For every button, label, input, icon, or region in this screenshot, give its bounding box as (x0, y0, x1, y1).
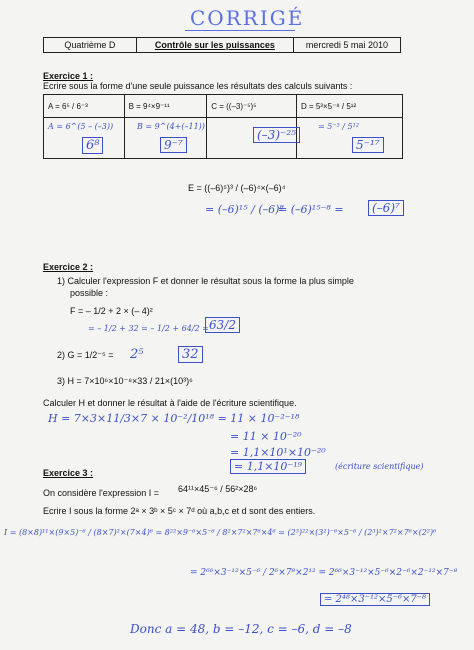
ex2-q1b: possible : (70, 288, 109, 298)
header-title: Contrôle sur les puissances (136, 38, 293, 53)
ex3-hw1: I = (8×8)¹¹×(9×5)⁻⁶ / (8×7)²×(7×4)⁶ = 8²²×9⁻⁶×5⁻⁶ / 8²×7²×7⁶×4⁶ = (2³)²²×(3²)⁻⁶×5⁻⁶ / (2³)²×7²×7⁶×(2²)⁶ (4, 528, 437, 537)
ex1-C: C = ((–3)⁻⁵)⁵ (207, 95, 297, 118)
ex1-A-hw1: A = 6^(5 – (–3)) (48, 122, 114, 131)
ex2-H-instr: Calculer H et donner le résultat à l'aide de l'écriture scientifique. (43, 398, 297, 408)
corrige-heading: CORRIGÉ (190, 6, 305, 30)
ex3-title: Exercice 3 : (43, 468, 94, 478)
ex2-H-hw5: (écriture scientifique) (335, 462, 424, 471)
ex2-q1: 1) Calculer l'expression F et donner le résultat sous la forme la plus simple (57, 276, 354, 286)
ex2-F-hw1: = – 1/2 + 32 = – 1/2 + 64/2 = (88, 324, 209, 333)
ex1-D-hw2: 5⁻¹⁷ (352, 137, 384, 153)
ex1-D-hw1: = 5⁻⁵ / 5¹² (318, 122, 360, 131)
ex1-title: Exercice 1 : (43, 71, 94, 81)
corrige-underline (185, 30, 295, 31)
ex3-q1: On considère l'expression I = (43, 488, 160, 498)
ex1-A-hw2: 6⁸ (82, 137, 103, 154)
header-date: mercredi 5 mai 2010 (293, 38, 400, 53)
ex1-B-hw1: B = 9^(4+(–11)) (137, 122, 205, 131)
ex1-B: B = 9⁴×9⁻¹¹ (124, 95, 207, 118)
ex1-E-hw2: = (–6)¹⁵⁻⁸ = (278, 203, 344, 216)
ex2-F-hw2: 63/2 (205, 317, 240, 333)
ex2-H-hw1: H = 7×3×11/3×7 × 10⁻²/10¹⁸ = 11 × 10⁻²⁻¹⁸ (48, 412, 300, 425)
ex3-hw4: Donc a = 48, b = –12, c = –6, d = –8 (130, 622, 352, 636)
ex2-G: 2) G = 1/2⁻⁵ = (57, 350, 114, 360)
ex1-instruction: Ecrire sous la forme d'une seule puissance les résultats des calculs suivants : (43, 81, 353, 91)
ex1-C-hw: (–3)⁻²⁵ (253, 127, 300, 143)
ex1-A: A = 6⁵ / 6⁻³ (44, 95, 125, 118)
ex1-B-hw2: 9⁻⁷ (160, 137, 187, 153)
ex2-G-hw1: 2⁵ (130, 347, 144, 362)
header-class: Quatrième D (44, 38, 137, 53)
ex3-hw2: = 2⁶⁶×3⁻¹²×5⁻⁶ / 2⁶×7⁸×2¹² = 2⁶⁶×3⁻¹²×5⁻⁶×2⁻⁶×2⁻¹²×7⁻⁸ (190, 568, 458, 578)
ex3-q2: Ecrire I sous la forme 2ᵃ × 3ᵇ × 5ᶜ × 7ᵈ où a,b,c et d sont des entiers. (43, 506, 316, 516)
ex3-hw3: = 2⁴⁸×3⁻¹²×5⁻⁶×7⁻⁸ (320, 593, 430, 606)
ex1-E: E = ((–6)⁵)³ / (–6)⁴×(–6)⁴ (188, 183, 286, 193)
ex2-H-hw3: = 1,1×10¹×10⁻²⁰ (230, 446, 326, 459)
ex2-H-hw4: = 1,1×10⁻¹⁹ (230, 459, 306, 474)
ex2-G-hw2: 32 (178, 346, 203, 363)
ex2-H-hw2: = 11 × 10⁻²⁰ (230, 430, 302, 443)
ex1-E-hw3: (–6)⁷ (368, 200, 404, 216)
ex3-I: 64¹¹×45⁻⁶ / 56²×28⁶ (178, 484, 258, 494)
ex2-F: F = – 1/2 + 2 × (– 4)² (70, 306, 153, 316)
ex2-title: Exercice 2 : (43, 262, 94, 272)
ex1-D: D = 5³×5⁻⁸ / 5¹² (296, 95, 402, 118)
ex2-H: 3) H = 7×10⁶×10⁻⁸×33 / 21×(10³)⁶ (57, 376, 193, 386)
header-table (43, 37, 401, 53)
ex1-E-hw1: = (–6)¹⁵ / (–6)⁸ (205, 203, 284, 216)
